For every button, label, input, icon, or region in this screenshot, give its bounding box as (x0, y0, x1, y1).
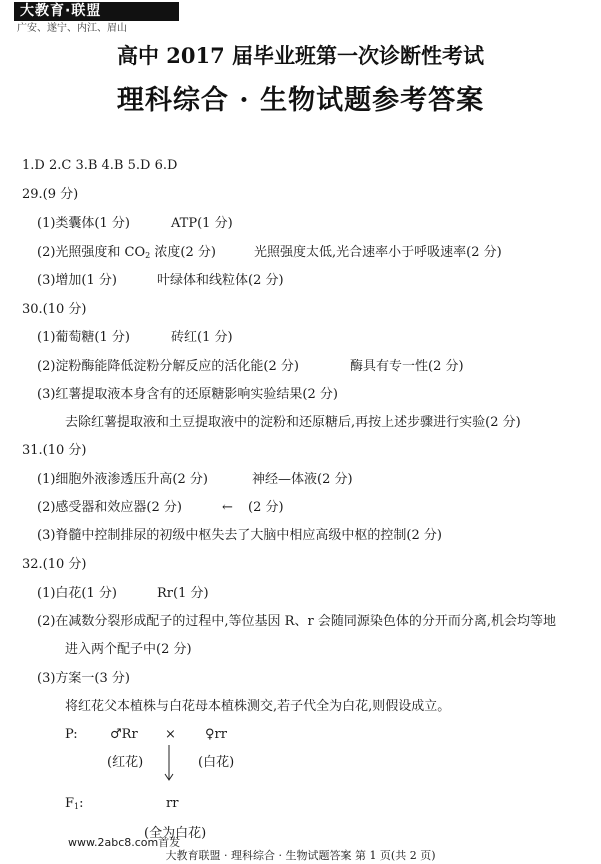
q29-answer-1: (1)类囊体(1 分) (37, 216, 130, 231)
q31-answer-1b: 神经—体液(2 分) (252, 472, 353, 487)
mc-answers: 1.D 2.C 3.B 4.B 5.D 6.D (22, 158, 178, 173)
cross-sign: × (165, 727, 176, 742)
q29-answer-2b: 光照强度太低,光合速率小于呼吸速率(2 分) (254, 245, 502, 260)
q30-answer-3: (3)红薯提取液本身含有的还原糖影响实验结果(2 分) (37, 387, 338, 402)
q29-answer-2: (2)光照强度和 $CO_2$ 浓度(2 分) (37, 245, 216, 260)
cross-male-genotype: ♂Rr (110, 727, 138, 742)
logo-cities: 广安、遂宁、内江、眉山 (17, 23, 127, 34)
q32-answer-1: (1)白花(1 分) (37, 586, 117, 601)
page-footer: 大教育联盟 · 理科综合 · 生物试题答案 第 1 页(共 2 页) (165, 849, 436, 862)
q32-heading: 32.(10 分) (22, 557, 87, 572)
q29-answer-3: (3)增加(1 分) (37, 273, 117, 288)
cross-f1-phenotype: (全为白花) (144, 826, 207, 841)
q32-answer-3: (3)方案一(3 分) (37, 671, 130, 686)
q29-answer-1b: ATP(1 分) (171, 216, 233, 231)
q29-answer-3b: 叶绿体和线粒体(2 分) (157, 273, 284, 288)
q32-answer-2: (2)在减数分裂形成配子的过程中,等位基因 R、r 会随同源染色体的分开而分离,机会均等地 (37, 614, 556, 629)
cross-female-phenotype: (白花) (198, 755, 235, 770)
exam-title: 高中 2017 届毕业班第一次诊断性考试 (116, 43, 485, 68)
cross-f1-genotype: rr (166, 796, 179, 811)
q31-heading: 31.(10 分) (22, 443, 87, 458)
watermark-site: www.2abc8.com首发 (68, 836, 181, 849)
q30-answer-2: (2)淀粉酶能降低淀粉分解反应的活化能(2 分) (37, 359, 299, 374)
q29-heading: 29.(9 分) (22, 187, 79, 202)
q32-answer-1b: Rr(1 分) (157, 586, 209, 601)
cross-female-genotype: ♀rr (205, 727, 227, 742)
arrow-left-icon: ← (222, 500, 233, 515)
q30-answer-1b: 砖红(1 分) (171, 330, 233, 345)
logo: 大教育·联盟 (14, 2, 179, 21)
arrow-down-icon (162, 745, 176, 785)
exam-subtitle: 理科综合 · 生物试题参考答案 (116, 85, 485, 116)
q30-answer-3-cont: 去除红薯提取液和土豆提取液中的淀粉和还原糖后,再按上述步骤进行实验(2 分) (65, 415, 521, 430)
q32-answer-2-cont: 进入两个配子中(2 分) (65, 642, 192, 657)
q32-answer-3-text: 将红花父本植株与白花母本植株测交,若子代全为白花,则假设成立。 (65, 699, 451, 714)
q31-answer-1: (1)细胞外液渗透压升高(2 分) (37, 472, 208, 487)
q31-answer-2: (2)感受器和效应器(2 分) (37, 500, 182, 515)
q30-answer-2b: 酶具有专一性(2 分) (350, 359, 464, 374)
q30-answer-1: (1)葡萄糖(1 分) (37, 330, 130, 345)
cross-male-phenotype: (红花) (107, 755, 144, 770)
cross-p-label: P: (65, 727, 78, 742)
q30-heading: 30.(10 分) (22, 302, 87, 317)
q31-answer-3: (3)脊髓中控制排尿的初级中枢失去了大脑中相应高级中枢的控制(2 分) (37, 528, 442, 543)
q31-answer-2b: (2 分) (248, 500, 284, 515)
cross-f1-label: $F_1$: (65, 796, 84, 811)
